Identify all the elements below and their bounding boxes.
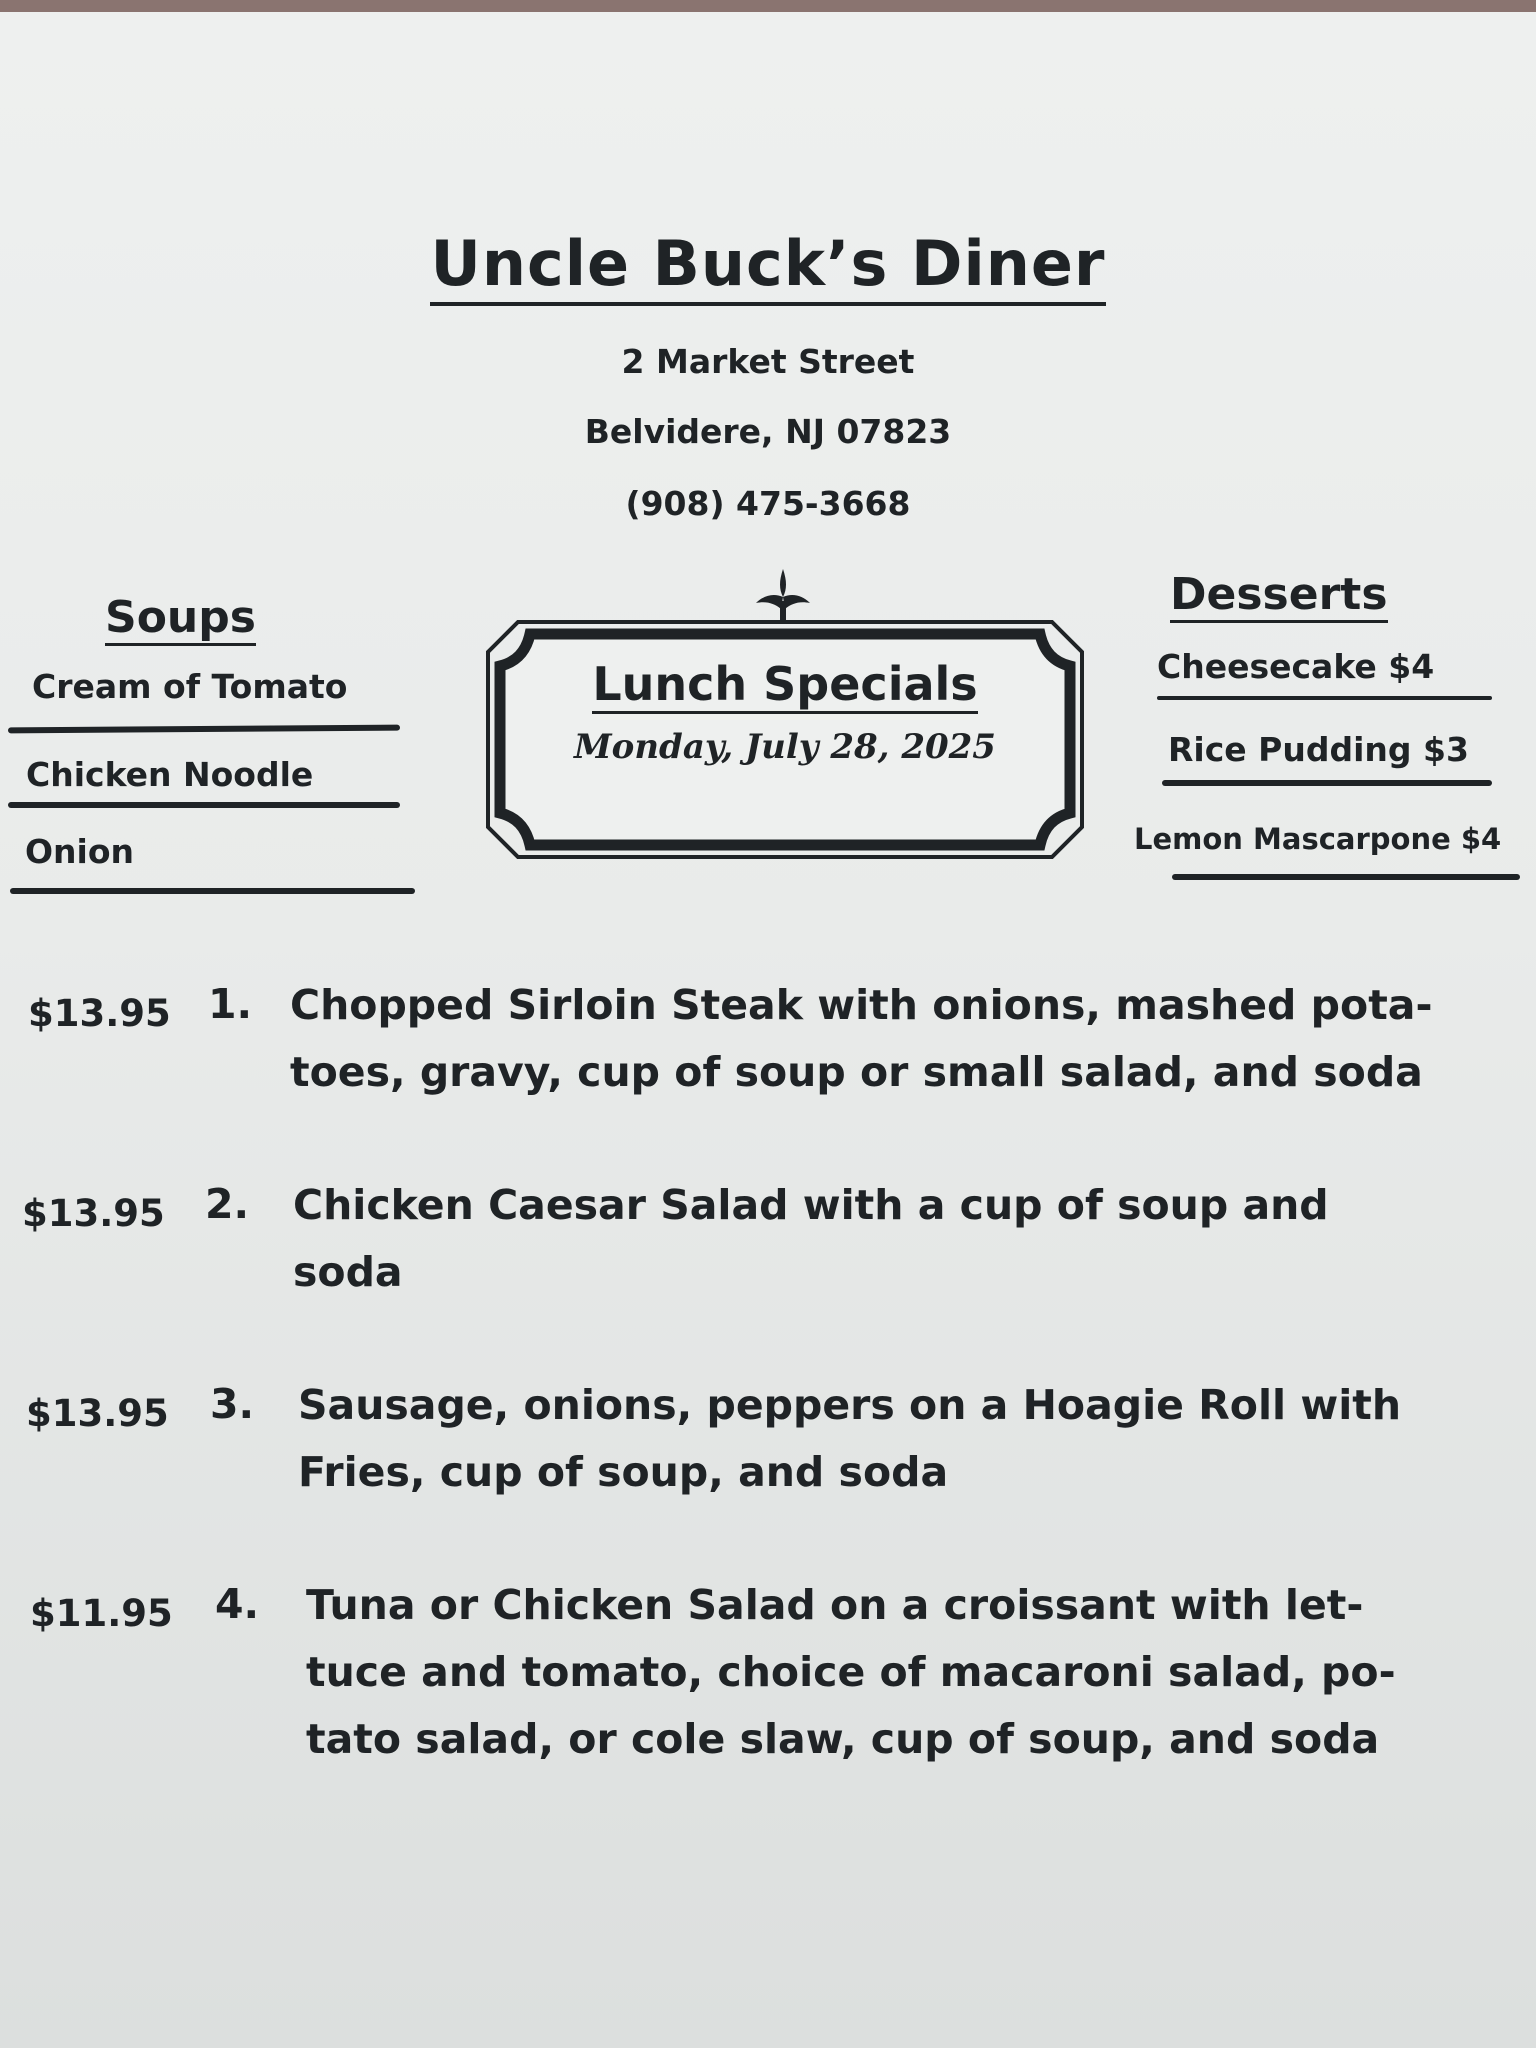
desserts-heading: [1170, 569, 1388, 620]
desserts-heading-text: Desserts: [1170, 569, 1388, 623]
special-item: [0, 1572, 1536, 1802]
dessert-item: Rice Pudding $3: [1168, 730, 1469, 769]
dessert-item: Cheesecake $4: [1157, 647, 1435, 686]
special-item: [0, 1372, 1536, 1532]
soup-divider: [8, 725, 400, 734]
special-item: [0, 1172, 1536, 1332]
soups-heading-text: Soups: [105, 592, 256, 646]
special-description-line: Chicken Caesar Salad with a cup of soup and: [293, 1181, 1329, 1229]
dessert-item: Lemon Mascarpone $4: [1134, 822, 1502, 856]
special-number: 2.: [205, 1180, 250, 1228]
special-number: 1.: [208, 980, 253, 1028]
special-description-line: Chopped Sirloin Steak with onions, mashed pota-: [290, 981, 1433, 1029]
soup-item: Cream of Tomato: [32, 667, 348, 706]
special-description-line: tuce and tomato, choice of macaroni salad, po-: [306, 1648, 1396, 1696]
street-address: 2 Market Street: [621, 342, 915, 381]
special-number: 3.: [210, 1380, 255, 1428]
lunch-specials-title-text: Lunch Specials: [592, 657, 977, 714]
special-description-line: Sausage, onions, peppers on a Hoagie Roll with: [298, 1381, 1402, 1429]
special-description-line: toes, gravy, cup of soup or small salad, and soda: [290, 1048, 1423, 1096]
special-price: $13.95: [22, 1192, 165, 1235]
menu-sheet: [0, 12, 1536, 2048]
special-description: [298, 1372, 1401, 1506]
special-item: [0, 972, 1536, 1132]
special-description-line: tato salad, or cole slaw, cup of soup, and soda: [306, 1715, 1380, 1763]
special-description-line: Tuna or Chicken Salad on a croissant with let-: [306, 1581, 1364, 1629]
special-description: [293, 1172, 1329, 1306]
soup-divider: [10, 888, 415, 894]
phone-number: (908) 475-3668: [625, 484, 911, 523]
special-price: $11.95: [30, 1592, 173, 1635]
dessert-divider: [1157, 696, 1492, 700]
special-price: $13.95: [26, 1392, 169, 1435]
soup-item: Chicken Noodle: [26, 755, 314, 794]
dessert-divider: [1172, 874, 1520, 880]
specials-date: Monday, July 28, 2025: [574, 727, 996, 767]
special-description-line: soda: [293, 1248, 403, 1296]
city-address: Belvidere, NJ 07823: [584, 412, 952, 451]
lunch-specials-title: [478, 657, 1092, 711]
special-description-line: Fries, cup of soup, and soda: [298, 1448, 949, 1496]
special-description: [290, 972, 1432, 1106]
diner-title-text: Uncle Buck’s Diner: [430, 227, 1105, 306]
diner-title: [0, 227, 1536, 300]
soup-divider: [8, 802, 400, 808]
special-price: $13.95: [28, 992, 171, 1035]
soup-item: Onion: [25, 832, 135, 871]
special-number: 4.: [215, 1580, 260, 1628]
special-description: [306, 1572, 1396, 1773]
dessert-divider: [1162, 780, 1492, 786]
soups-heading: [105, 592, 256, 643]
